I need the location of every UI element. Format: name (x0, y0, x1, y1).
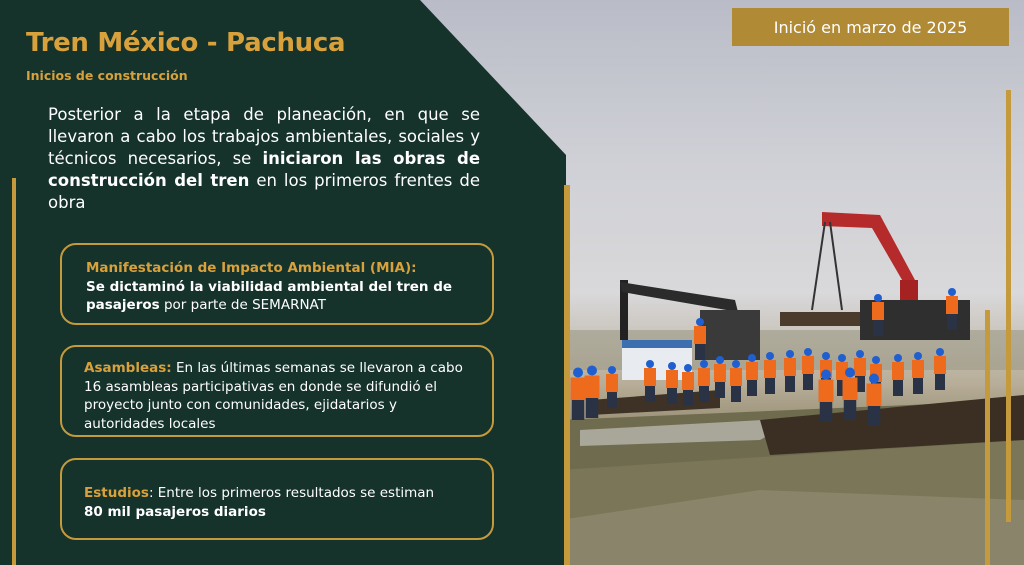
worker-figure (585, 366, 600, 419)
worker-figure (934, 348, 946, 390)
page-title: Tren México - Pachuca (26, 28, 346, 58)
worker-figure (912, 352, 924, 394)
mia-card-label: Manifestación de Impacto Ambiental (MIA): (86, 260, 417, 276)
worker-figure (682, 364, 694, 406)
worker-figure (666, 362, 678, 404)
mia-card-body (86, 278, 472, 315)
estudios-card (60, 458, 494, 540)
estudios-card-bold: 80 mil pasajeros diarios (84, 503, 266, 520)
worker-figure (571, 368, 586, 421)
intro-paragraph (48, 104, 480, 214)
intro-text-2: en los primeros frentes de obra (48, 171, 480, 212)
worker-figure (694, 318, 706, 360)
estudios-card-text: : Entre los primeros resultados se estiman (148, 485, 435, 501)
worker-figure (730, 360, 742, 402)
worker-figure (946, 288, 958, 330)
estudios-card-label: Estudios (84, 485, 149, 501)
worker-figure (802, 348, 814, 390)
worker-figure (784, 350, 796, 392)
worker-figure (872, 294, 884, 336)
mia-card-bold: Se dictaminó la viabilidad ambiental del tren de pasajeros (86, 278, 453, 313)
asambleas-card-label: Asambleas: (84, 360, 172, 376)
panel-gold-line (564, 185, 568, 565)
worker-figure (644, 360, 656, 402)
page-subtitle: Inicios de construcción (26, 68, 188, 83)
asambleas-card (60, 345, 494, 437)
intro-text-bold: iniciaron las obras de construcción del tren (48, 149, 481, 190)
intro-text-1: Posterior a la etapa de planeación, en que se llevaron a cabo los trabajos ambientales, sociales y técnicos necesarios, se (48, 105, 480, 168)
asambleas-card-text: En las últimas semanas se llevaron a cabo 16 asambleas participativas en donde se difundió el proyecto junto con comunidades, ejidatarios y autoridades locales (84, 360, 463, 432)
mia-card (60, 243, 494, 325)
worker-figure (714, 356, 726, 398)
mia-card-text: por parte de SEMARNAT (159, 297, 326, 313)
worker-figure (746, 354, 758, 396)
start-date-badge: Inició en marzo de 2025 (732, 8, 1009, 46)
worker-figure (764, 352, 776, 394)
worker-figure (698, 360, 710, 402)
worker-figure (892, 354, 904, 396)
worker-figure (606, 366, 618, 408)
left-gold-line (12, 178, 16, 565)
